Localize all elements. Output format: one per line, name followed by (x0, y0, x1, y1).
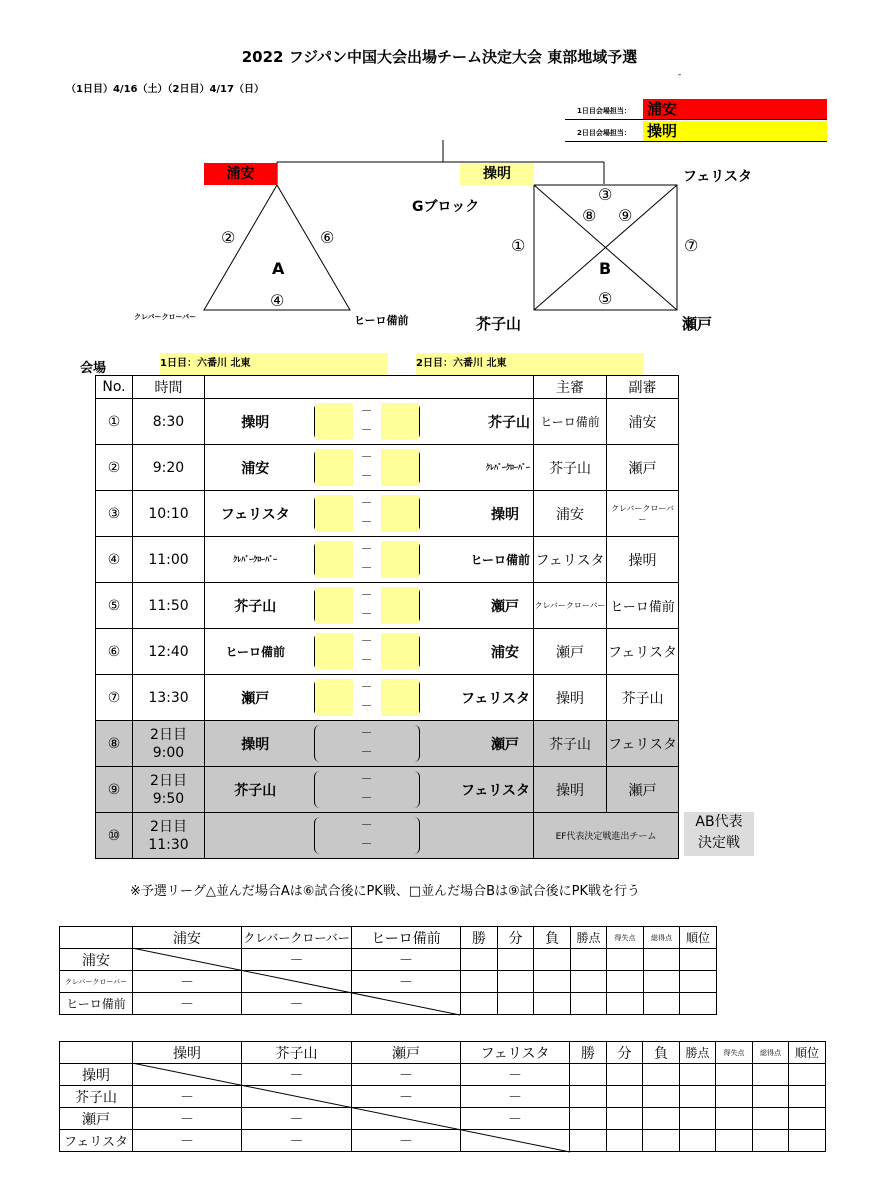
col-stat: 分 (498, 927, 534, 949)
header-time: 時間 (133, 376, 205, 399)
away-team: ヒーロ備前 (428, 537, 534, 583)
group-b-label: B (599, 259, 612, 278)
match-row (96, 813, 679, 859)
assistant-referee: 浦安 (607, 399, 679, 445)
match-row (96, 399, 679, 445)
home-team (205, 813, 306, 859)
col-stat: 勝点 (680, 1042, 716, 1064)
row-team: 芥子山 (60, 1086, 133, 1108)
bracket-team-a-left: クレバークローバー (134, 313, 197, 321)
assistant-referee: ヒーロ備前 (607, 583, 679, 629)
col-stat: 総得点 (753, 1042, 789, 1064)
match-row (96, 445, 679, 491)
assistant-referee: 操明 (607, 537, 679, 583)
col-team: クレバークローバー (242, 927, 352, 949)
match-row (96, 721, 679, 767)
standings-row: 芥子山 － － － (60, 1086, 826, 1108)
home-team: 操明 (205, 721, 306, 767)
schedule-header-row (96, 376, 679, 399)
match-row (96, 491, 679, 537)
col-team: フェリスタ (461, 1042, 570, 1064)
match-time: 13:30 (133, 675, 205, 721)
match-time: 12:40 (133, 629, 205, 675)
referee: 浦安 (534, 491, 607, 537)
row-team: 操明 (60, 1064, 133, 1086)
home-team: ヒーロ備前 (205, 629, 306, 675)
standings-row: フェリスタ － － － (60, 1130, 826, 1152)
referee: 操明 (534, 675, 607, 721)
block-label: Gブロック (412, 199, 480, 215)
match-time: 9:20 (133, 445, 205, 491)
header-assistant: 副審 (607, 376, 679, 399)
col-team: ヒーロ備前 (352, 927, 461, 949)
bracket-team-b-tr: フェリスタ (683, 169, 753, 185)
col-team: 浦安 (133, 927, 242, 949)
col-stat: 得失点 (607, 927, 644, 949)
match-row (96, 537, 679, 583)
match-time: 11:50 (133, 583, 205, 629)
home-team: フェリスタ (205, 491, 306, 537)
home-team: 瀬戸 (205, 675, 306, 721)
bracket-team-a-right: ヒーロ備前 (354, 314, 409, 327)
home-team: 芥子山 (205, 583, 306, 629)
match-no: ⑤ (96, 583, 133, 629)
match-no-b-bottom: ⑤ (598, 289, 613, 308)
home-team: ｸﾚﾊﾞｰｸﾛｰﾊﾞｰ (205, 537, 306, 583)
away-team (428, 813, 534, 859)
match-no: ⑧ (96, 721, 133, 767)
row-team: フェリスタ (60, 1130, 133, 1152)
score-cell: － － (306, 537, 428, 583)
away-team: 瀬戸 (428, 583, 534, 629)
col-stat: 勝 (570, 1042, 607, 1064)
header-referee: 主審 (534, 376, 607, 399)
mark-dash: - (678, 70, 682, 80)
col-stat: 負 (643, 1042, 680, 1064)
col-stat: 順位 (680, 927, 717, 949)
ab-final-label: AB代表 決定戦 (684, 812, 754, 856)
bracket-team-b-br: 瀬戸 (682, 315, 713, 333)
assistant-referee: 芥子山 (607, 675, 679, 721)
venue-day1: 1日目：六番川 北東 (160, 353, 388, 375)
col-stat: 得失点 (716, 1042, 753, 1064)
away-team: 瀬戸 (428, 721, 534, 767)
score-cell: － － (306, 629, 428, 675)
match-no-b-d1: ⑧ (582, 206, 597, 225)
tournament-dates: （1日目）4/16（土）（2日目）4/17（日） (66, 84, 264, 95)
score-cell: － － (306, 399, 428, 445)
match-time: 11:00 (133, 537, 205, 583)
row-team: ヒーロ備前 (60, 993, 133, 1015)
host-day1-label: 1日目会場担当： (577, 107, 631, 115)
match-row (96, 629, 679, 675)
match-no-a-left: ② (221, 228, 236, 247)
col-team: 芥子山 (242, 1042, 352, 1064)
assistant-referee: フェリスタ (607, 721, 679, 767)
col-team: 操明 (133, 1042, 242, 1064)
match-no: ⑥ (96, 629, 133, 675)
match-no-a-right: ⑥ (320, 228, 335, 247)
col-stat: 総得点 (644, 927, 680, 949)
match-no-b-top: ③ (598, 185, 613, 204)
home-team: 操明 (205, 399, 306, 445)
bracket-team-b-bl: 芥子山 (476, 315, 522, 333)
col-stat: 分 (607, 1042, 643, 1064)
match-time: 2日目 9:00 (133, 721, 205, 767)
match-no-b-left: ① (511, 236, 526, 255)
host-day2-label: 2日目会場担当： (577, 129, 631, 137)
score-cell: － － (306, 445, 428, 491)
referee: 芥子山 (534, 445, 607, 491)
standings-row: 操明 － － － (60, 1064, 826, 1086)
match-time: 8:30 (133, 399, 205, 445)
match-no: ⑨ (96, 767, 133, 813)
match-time: 2日目 9:50 (133, 767, 205, 813)
score-cell: － － (306, 583, 428, 629)
host-day1-team: 浦安 (643, 99, 827, 119)
schedule-table (95, 375, 679, 859)
match-no: ② (96, 445, 133, 491)
score-cell: － － (306, 721, 428, 767)
match-no-b-right: ⑦ (684, 236, 699, 255)
assistant-referee: 瀬戸 (607, 445, 679, 491)
standings-header-row (60, 927, 717, 949)
standings-b-diagonal (132, 1063, 572, 1155)
match-no: ④ (96, 537, 133, 583)
score-cell: － － (306, 675, 428, 721)
standings-row: 浦安 － － (60, 949, 717, 971)
match-no-b-d2: ⑨ (618, 206, 633, 225)
bracket-team-b-tl: 操明 (460, 163, 534, 185)
score-cell: － － (306, 813, 428, 859)
standings-a-diagonal (132, 948, 462, 1018)
row-team: 浦安 (60, 949, 133, 971)
match-no: ③ (96, 491, 133, 537)
assistant-referee: 瀬戸 (607, 767, 679, 813)
bracket-team-a-top: 浦安 (204, 163, 277, 185)
referee: 操明 (534, 767, 607, 813)
match-time: 10:10 (133, 491, 205, 537)
row-team: 瀬戸 (60, 1108, 133, 1130)
referee: クレバークローバー (534, 583, 607, 629)
match-no-a-bottom: ④ (270, 291, 285, 310)
assistant-referee: クレバークローバー (607, 491, 679, 537)
standings-row: 瀬戸 － － － (60, 1108, 826, 1130)
away-team: 浦安 (428, 629, 534, 675)
col-stat: 順位 (789, 1042, 826, 1064)
match-row (96, 767, 679, 813)
referee: 芥子山 (534, 721, 607, 767)
host-day2-team: 操明 (643, 121, 827, 141)
away-team: 操明 (428, 491, 534, 537)
col-stat: 負 (534, 927, 571, 949)
header-no: No. (96, 376, 133, 399)
referee: ヒーロ備前 (534, 399, 607, 445)
score-cell: － － (306, 491, 428, 537)
referee: 瀬戸 (534, 629, 607, 675)
match-no: ⑦ (96, 675, 133, 721)
venue-label: 会場 (80, 361, 107, 376)
group-a-label: A (272, 259, 285, 278)
match-row (96, 675, 679, 721)
match-time: 2日目 11:30 (133, 813, 205, 859)
col-team: 瀬戸 (352, 1042, 461, 1064)
home-team: 芥子山 (205, 767, 306, 813)
away-team: 芥子山 (428, 399, 534, 445)
match-row (96, 583, 679, 629)
venue-day2: 2日目：六番川 北東 (416, 353, 644, 375)
referee: フェリスタ (534, 537, 607, 583)
home-team: 浦安 (205, 445, 306, 491)
match-no: ① (96, 399, 133, 445)
away-team: ｸﾚﾊﾞｰｸﾛｰﾊﾞｰ (428, 445, 534, 491)
col-stat: 勝点 (571, 927, 607, 949)
col-stat: 勝 (461, 927, 498, 949)
standings-row: ヒーロ備前 － － (60, 993, 717, 1015)
page-title: 2022 フジパン中国大会出場チーム決定大会 東部地域予選 (241, 48, 638, 66)
away-team: フェリスタ (428, 767, 534, 813)
assistant-referee: フェリスタ (607, 629, 679, 675)
final-note: EF代表決定戦進出チーム (534, 813, 679, 859)
tiebreak-note: ※予選リーグ△並んだ場合Aは⑥試合後にPK戦、□並んだ場合Bは⑨試合後にPK戦を行う (130, 884, 641, 899)
standings-row: クレバークローバー － － (60, 971, 717, 993)
score-cell: － － (306, 767, 428, 813)
row-team: クレバークローバー (60, 971, 133, 993)
away-team: フェリスタ (428, 675, 534, 721)
match-no: ⑩ (96, 813, 133, 859)
standings-header-row (60, 1042, 826, 1064)
